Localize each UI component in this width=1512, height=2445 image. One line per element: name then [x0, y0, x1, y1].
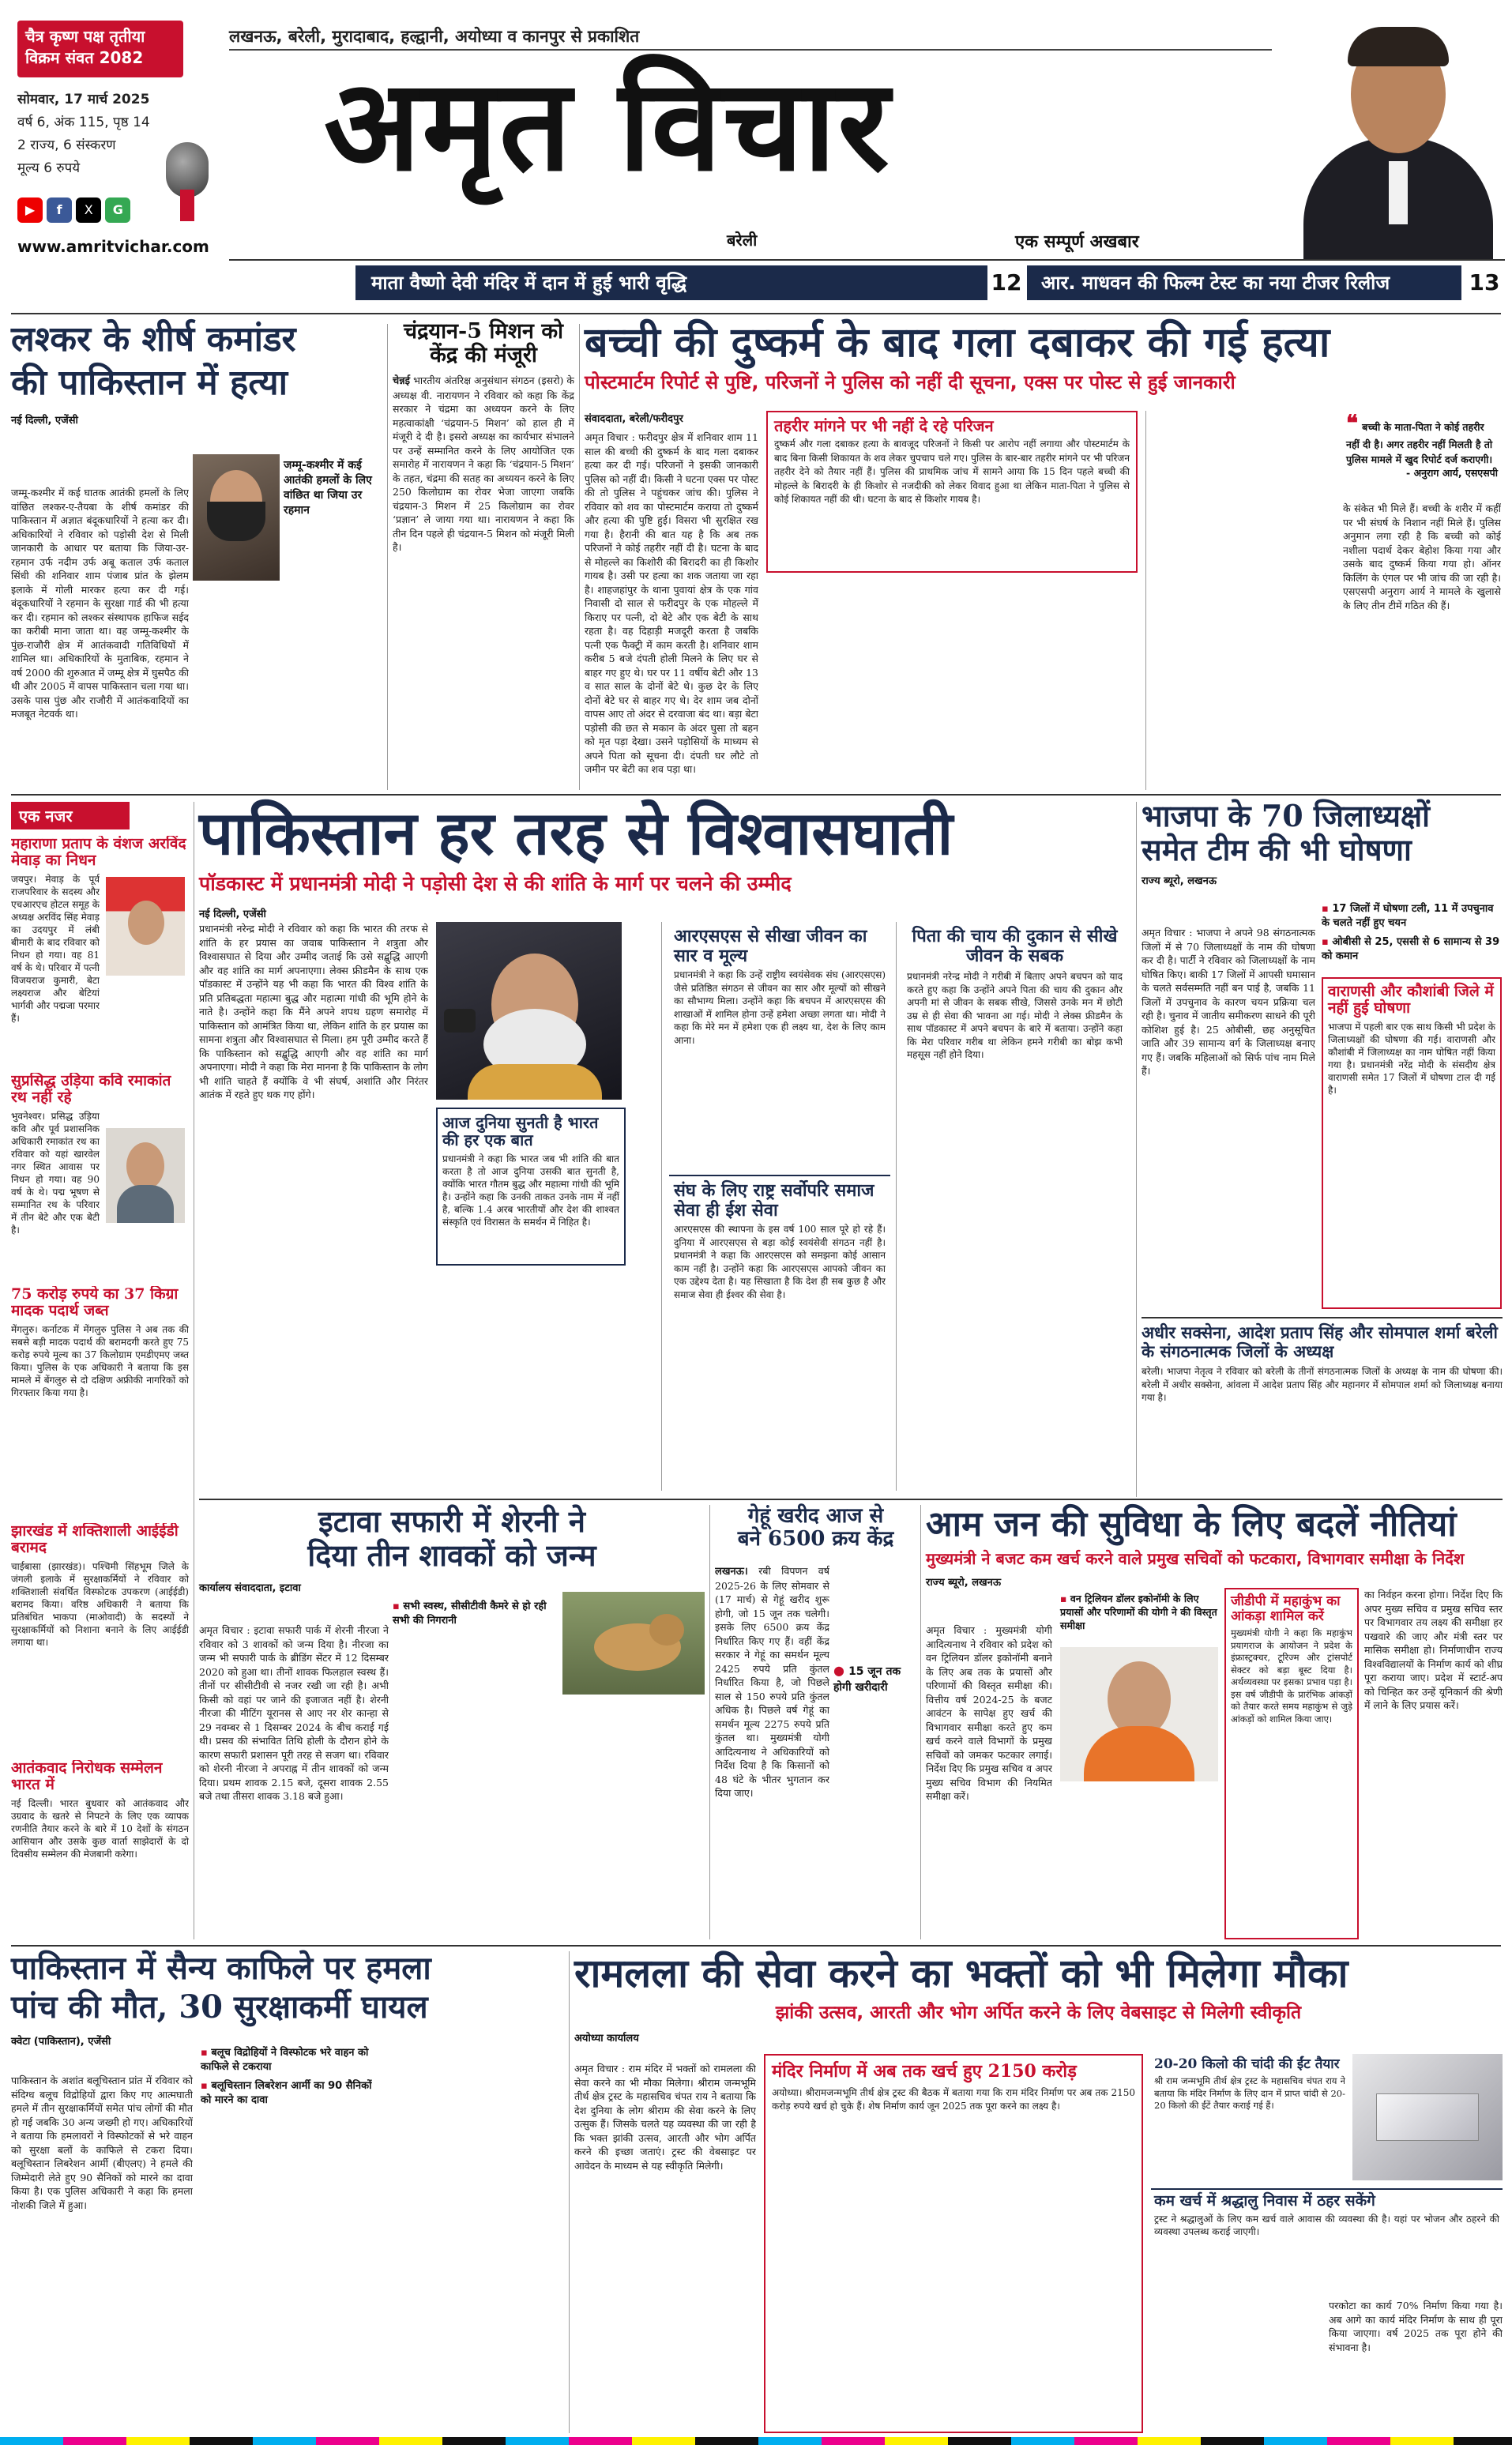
calendar-badge: [17, 21, 183, 77]
wheat-headline-2: बने 6500 क्रय केंद्र: [737, 1527, 894, 1552]
row-rule: [11, 1945, 1501, 1947]
teaser-2-page: 13: [1469, 269, 1500, 295]
wheat-body-cont: [833, 1734, 916, 1939]
convoy-headline-1: पाकिस्तान में सैन्य काफिले पर हमला: [11, 1950, 431, 1987]
sidebar-item-title: झारखंड में शक्तिशाली आईईडी बरामद: [11, 1523, 179, 1557]
ramlalla-body-2: परकोटा का कार्य 70% निर्माण किया गया है। अब आगे का कार्य मंदिर निर्माण के साथ ही पूरा किया जाएगा। वर्ष 2025 तक पूरा होने की संभावना है।: [1329, 2300, 1503, 2353]
lashkar-dateline: नई दिल्ली, एजेंसी: [11, 414, 78, 427]
sidebar-item: [11, 836, 189, 1073]
story-convoy: [11, 1951, 564, 2437]
modi-box-b: [669, 922, 890, 1167]
bjp-dateline: राज्य ब्यूरो, लखनऊ: [1142, 875, 1217, 888]
wheat-dateline: लखनऊ।: [715, 1566, 748, 1578]
modi-body: प्रधानमंत्री नरेन्द्र मोदी ने रविवार को कहा कि भारत की तरफ से शांति के हर प्रयास का जवाब पाकिस्तान ने शत्रुता और विश्वासघात से दिया और उम्मीद जताई कि उसे सद्बुद्धि आएगी और वह शांति का मार्ग अपनाएगा। लेक्स फ्रीडमैन के साथ एक पॉडकास्ट में उन्होंने यह भी कहा कि भारत की विश्व शांति के प्रति प्रतिबद्धता महात्मा बुद्ध और महात्मा गांधी की भूमि होने के नाते है। उन्होंने कहा कि मैंने अपने शपथ ग्रहण समारोह में पाकिस्तान को आमंत्रित किया था, लेकिन शांति के हर प्रयास का सामना शत्रुता और विश्वासघात से मिला। हम पूरी उम्मीद करते हैं कि पाकिस्तान को सद्बुद्धि आएगी और वह शांति का मार्ग अपनाएगा। मोदी ने कहा कि मेरा मानना है कि पाकिस्तान के लोग भी शांति चाहते हैं क्योंकि वे भी संघर्ष, अशांति और निरंतर आतंक में रहते हुए थक गए होंगे।: [199, 923, 428, 1100]
ramlalla-box: [764, 2054, 1143, 2433]
wheat-bullet-text: 15 जून तक होगी खरीदारी: [833, 1665, 901, 1694]
etawah-side-bullet: ▪ सभी स्वस्थ, सीसीटीवी कैमरे से हो रही सभी की निगरानी: [393, 1600, 559, 1628]
modi-box-b-title: आरएसएस से सीखा जीवन का सार व मूल्य: [674, 926, 867, 966]
issue-price: मूल्य 6 रुपये: [17, 160, 81, 176]
yogi-photo: [1060, 1647, 1218, 1781]
yogi-box-title: जीडीपी में महाकुंभ का आंकड़ा शामिल करें: [1231, 1593, 1341, 1625]
bjp-bullets: [1322, 902, 1502, 964]
etawah-body-cont: [397, 1702, 705, 1939]
yogi-dateline: राज्य ब्यूरो, लखनऊ: [926, 1576, 1002, 1589]
story-etawah: [199, 1505, 705, 1943]
modi-subhead: पॉडकास्ट में प्रधानमंत्री मोदी ने पड़ोसी देश से की शांति के मार्ग पर चलने की उम्मीद: [199, 872, 792, 896]
bjp-headline-2: समेत टीम की भी घोषणा: [1142, 831, 1412, 867]
sidebar-item: [11, 1286, 189, 1523]
murder-quote-by: - अनुराग आर्य, एसएसपी: [1406, 467, 1498, 479]
sidebar-item-title: महाराणा प्रताप के वंशज अरविंद मेवाड़ का निधन: [11, 836, 186, 870]
divider: [569, 1951, 570, 2433]
yogi-body: अमृत विचार : मुख्यमंत्री योगी आदित्यनाथ ने रविवार को प्रदेश को वन ट्रिलियन डॉलर इकोनॉमी बनाने के लिए अब तक के प्रयासों और परिणामों की विस्तृत समीक्षा की। वित्तीय वर्ष 2024-25 के बजट आवंटन के सापेक्ष हुए खर्च की विभागवार समीक्षा करते हुए कम खर्च करने वाले विभागों के प्रमुख सचिवों को जमकर फटकार लगाई। निर्देश दिए कि प्रमुख सचिव व अपर मुख्य सचिव विभाग की नियमित समीक्षा करें।: [926, 1624, 1052, 1802]
modi-photo: [436, 922, 622, 1100]
story-lashkar: [11, 320, 382, 794]
divider: [920, 1505, 921, 1939]
story-wheat: [715, 1505, 916, 1943]
sidebar-item-title: 75 करोड़ रुपये का 37 किग्रा मादक पदार्थ जब्त: [11, 1286, 179, 1320]
facebook-icon[interactable]: f: [47, 197, 72, 223]
bjp-box-2: [1142, 1317, 1503, 1492]
ramlalla-body: अमृत विचार : राम मंदिर में भक्तों को रामलला की सेवा करने का भी मौका मिलेगा। श्रीराम जन्मभूमि तीर्थ क्षेत्र ट्रस्ट के महासचिव चंपत राय ने बताया कि देश दुनिया के लोग श्रीराम की सेवा करने के लिए उत्सुक हैं। जिसके चलते यह व्यवस्था की जा रही है कि भक्त झांकी उत्सव, आरती और भोग अर्पित करने की इच्छा जताएं। ट्रस्ट की वेबसाइट पर आवेदन के माध्यम से यह स्वीकृति मिलेगी।: [574, 2063, 756, 2172]
sidebar-item: [11, 1073, 189, 1286]
microphone-icon: [444, 1009, 476, 1033]
bullet-icon: ●: [833, 1663, 844, 1678]
convoy-bullets: [201, 2046, 374, 2108]
lashkar-photo: [193, 454, 280, 581]
sidebar-item-title: सुप्रसिद्ध उड़िया कवि रमाकांत रथ नहीं रहे: [11, 1073, 171, 1107]
issue-number: वर्ष 6, अंक 115, पृष्ठ 14: [17, 115, 150, 130]
row-rule: [199, 1499, 1503, 1500]
sidebar-item-body: मेंगलुरु। कर्नाटक में मेंगलुरु पुलिस ने अब तक की सबसे बड़ी मादक पदार्थ की बरामदगी करते हुए 75 करोड़ रुपये मूल्य का 37 किलोग्राम एमडीएमए जब्त किया। पुलिस के एक अधिकारी ने बताया कि इस मामले में बेंगलुरु से दो दक्षिण अफ्रीकी नागरिकों को गिरफ्तार किया गया है।: [11, 1323, 189, 1398]
sidebar-item-title: आतंकवाद निरोधक सम्मेलन भारत में: [11, 1760, 163, 1794]
modi-body-cont: [436, 1273, 657, 1491]
murder-body-cont: [766, 581, 1138, 794]
modi-headline: पाकिस्तान हर तरह से विश्वासघाती: [199, 798, 953, 868]
modi-box-d-body: आरएसएस की स्थापना के इस वर्ष 100 साल पूरे हो रहे हैं। दुनिया में आरएसएस से बड़ा कोई स्वयंसेवी संगठन नहीं है। प्रधानमंत्री ने कहा कि आरएसएस को समझना कोई आसान काम नहीं है। उन्होंने कहा कि आरएसएस आपको जीवन का एक उद्देश्य देता है। यह सिखाता है कि देश ही सब कुछ है और समाज सेवा ही ईश्वर की सेवा है।: [674, 1224, 886, 1300]
ramlalla-box3-body: ट्रस्ट ने श्रद्धालुओं के लिए कम खर्च वाले आवास की व्यवस्था की है। यहां पर भोजन और ठहरने की व्यवस्था उपलब्ध कराई जाएगी।: [1154, 2214, 1499, 2238]
x-icon[interactable]: X: [76, 197, 101, 223]
divider: [709, 1505, 710, 1939]
divider: [1136, 802, 1137, 1497]
etawah-dateline: कार्यालय संवाददाता, इटावा: [199, 1582, 301, 1595]
ek-nazar-label: एक नजर: [11, 802, 130, 829]
chandrayaan-text: [393, 374, 574, 777]
bjp-bullet: ▪ 17 जिलों में घोषणा टली, 11 में उपचुनाव के चलते नहीं हुए चयन: [1322, 902, 1502, 931]
modi-box-a-title: आज दुनिया सुनती है भारत की हर एक बात: [442, 1113, 599, 1150]
modi-box-c: [902, 922, 1127, 1491]
story-modi: [199, 799, 1131, 1495]
sidebar-item-body: नई दिल्ली। भारत बुधवार को आतंकवाद और उग्रवाद के खतरे से निपटने के लिए एक व्यापक रणनीति तैयार करने के बारे में 10 देशों के संगठन आसियान और उसके कुछ वार्ता साझेदारों के दो दिवसीय सम्मेलन की मेजबानी करेगा।: [11, 1797, 189, 1860]
yogi-box: [1224, 1588, 1359, 1939]
murder-quote: बच्ची के माता-पिता ने कोई तहरीर नहीं दी है। अगर तहरीर नहीं मिलती है तो पुलिस मामले में खुद रिपोर्ट दर्ज कराएगी।: [1346, 421, 1493, 465]
lioness-photo: [562, 1592, 705, 1695]
issue-editions: 2 राज्य, 6 संस्करण: [17, 137, 116, 153]
murder-quote-box: [1343, 407, 1501, 490]
lashkar-caption: जम्मू-कश्मीर में कई आतंकी हमलों के लिए वांछित था जिया उर रहमान: [284, 459, 372, 517]
celebrity-photo: [1272, 11, 1503, 268]
bjp-box2-title: अधीर सक्सेना, आदेश प्रताप सिंह और सोमपाल शर्मा बरेली के संगठनात्मक जिलों के अध्यक्ष: [1142, 1322, 1498, 1361]
microphone-logo: [142, 134, 229, 221]
story-chandrayaan: [393, 320, 574, 794]
divider: [1145, 411, 1146, 790]
divider: [661, 922, 662, 1491]
row-rule: [11, 794, 1501, 796]
ramlalla-box2-body: श्री राम जन्मभूमि तीर्थ क्षेत्र ट्रस्ट के महासचिव चंपत राय ने बताया कि मंदिर निर्माण के लिए दान में प्राप्त चांदी से 20-20 किलो की ईंटें तैयार कराई गई हैं।: [1154, 2075, 1345, 2112]
story-yogi: [926, 1505, 1503, 1943]
lashkar-headline-1: लश्कर के शीर्ष कमांडर: [11, 319, 296, 359]
modi-box-a: [436, 1108, 626, 1266]
ramlalla-body-cont: [1151, 2299, 1321, 2433]
yogi-bullet: ▪ वन ट्रिलियन डॉलर इकोनॉमी के लिए प्रयासों और परिणामों की योगी ने की विस्तृत समीक्षा: [1060, 1592, 1218, 1632]
story-ramlalla: [574, 1951, 1503, 2437]
chandrayaan-headline: चंद्रयान-5 मिशन को केंद्र की मंजूरी: [403, 319, 564, 368]
ramlalla-box-body: अयोध्या। श्रीरामजन्मभूमि तीर्थ क्षेत्र ट्रस्ट की बैठक में बताया गया कि राम मंदिर निर्माण पर अब तक 2150 करोड़ रुपये खर्च हो चुके हैं। शेष निर्माण कार्य जून 2025 तक पूरा करने का लक्ष्य है।: [772, 2086, 1135, 2112]
lashkar-headline-2: की पाकिस्तान में हत्या: [11, 363, 288, 404]
convoy-bullet: ▪ बलूच विद्रोहियों ने विस्फोटक भरे वाहन को काफिले से टकराया: [201, 2046, 374, 2074]
bjp-sub-box: [1322, 977, 1502, 1309]
teaser-bar: [229, 259, 1505, 303]
sidebar-item-body: चाईबासा (झारखंड)। पश्चिमी सिंहभूम जिले के जंगली इलाके में सुरक्षाकर्मियों ने रविवार को शक्तिशाली संवर्धित विस्फोटक उपकरण (आईईडी) बरामद किया। वरिष्ठ अधिकारी ने बताया कि प्रतिबंधित भाकपा (माओवादी) के सदस्यों ने सुरक्षाकर्मियों को निशाना बनाने के लिए आईईडी लगाया था।: [11, 1560, 189, 1648]
yogi-body-cont: [1060, 1789, 1218, 1939]
sidebar-item-body: जयपुर। मेवाड़ के पूर्व राजपरिवार के सदस्य और एचआरएच होटल समूह के अध्यक्ष अरविंद सिंह मेवाड़ का उदयपुर में लंबी बीमारी के बाद रविवार को निधन हो गया। वह 81 वर्ष के थे। परिवार में पत्नी विजयराज कुमारी, बेटा लक्ष्यराज और बेटियां भार्गवी और पद्मजा परमार हैं।: [11, 873, 100, 1024]
yogi-box-body: मुख्यमंत्री योगी ने कहा कि महाकुंभ प्रयागराज के आयोजन ने प्रदेश के इंफ्रास्ट्रक्चर, टूरिज्म और ट्रांसपोर्ट सेक्टर को बड़ा बूस्ट दिया है। अर्थव्यवस्था पर इसका प्रभाव पड़ा है। इस वर्ष जीडीपी के प्रारंभिक आंकड़ों को तैयार करते समय महाकुंभ से जुड़े आंकड़ों को शामिल किया जाए।: [1231, 1627, 1352, 1725]
modi-dateline: नई दिल्ली, एजेंसी: [199, 908, 266, 921]
ramlalla-box-3: [1151, 2188, 1503, 2291]
google-icon[interactable]: G: [105, 197, 130, 223]
mewar-photo: [106, 877, 185, 976]
murder-dateline: संवाददाता, बरेली/फरीदपुर: [585, 413, 683, 425]
masthead-rule: [11, 313, 1501, 314]
sidebar-item-body: भुवनेश्वर। प्रसिद्ध उड़िया कवि और पूर्व प्रशासनिक अधिकारी रमाकांत रथ का रविवार को यहां खारवेल नगर स्थित आवास पर निधन हो गया। वह 90 वर्ष के थे। पद्म भूषण से सम्मानित रथ के परिवार में तीन बेटे और एक बेटी है।: [11, 1110, 100, 1236]
ramlalla-box3-title: कम खर्च में श्रद्धालु निवास में ठहर सकेंगे: [1154, 2192, 1375, 2210]
bjp-headline-1: भाजपा के 70 जिलाध्यक्षों: [1142, 798, 1430, 833]
calendar-line1: चैत्र कृष्ण पक्ष तृतीया: [25, 27, 145, 46]
modi-box-c-title: पिता की चाय की दुकान से सीखे जीवन के सबक: [912, 926, 1118, 966]
convoy-headline-2: पांच की मौत, 30 सुरक्षाकर्मी घायल: [11, 1988, 428, 2026]
murder-body: अमृत विचार : फरीदपुर क्षेत्र में शनिवार शाम 11 साल की बच्ची की दुष्कर्म के बाद गला दबाकर हत्या कर दी गई। परिजनों ने इसकी जानकारी पुलिस को नहीं दी। किसी ने घटना एक्स पर पोस्ट की तो पुलिस ने पहुंचकर जांच की। पुलिस ने रविवार को शव का पोस्टमार्टम कराया तो दुष्कर्म और हत्या की पुष्टि हुई। विसरा भी सुरक्षित रख गया है। हैरानी की बात यह है कि अब तक परिजनों ने कोई तहरीर नहीं दी है। घटना के बाद से मोहल्ले का किशोरी की बिरादरी का ही किशोर गायब है। उसी पर हत्या का शक जताया जा रहा है। शाहजहांपुर के थाना पुवायां क्षेत्र के एक गांव निवासी दो साल से फरीदपुर के एक मोहल्ले में किराए पर पत्नी, दो बेटे और एक बेटी के साथ रहता है। वह दिहाड़ी मजदूरी करता है जबकि पत्नी एक फैक्ट्री में काम करती है। शनिवार शाम करीब 5 बजे दंपती होली मिलने के लिए घर से बाहर गए हुए थे। घर पर 11 वर्षीय बेटी और 13 व सात साल के दोनों बेटे थे। कुछ देर के लिए दोनों बेटे घर से बाहर गए थे। देर शाम जब दोनों वापस आए तो अंदर से दरवाजा बंद था। बड़ा बेटा पड़ोसी की छत से मकान के अंदर घुसा तो बहन को मृत पड़ा देखा। उसने पड़ोसियों के माध्यम से अपने पिता को सूचना दी। दंपती घर लौटे तो जमीन पर बेटी का शव पड़ा था।: [585, 431, 758, 775]
calendar-line2: विक्रम संवत 2082: [25, 48, 144, 67]
modi-box-b-body: प्रधानमंत्री ने कहा कि उन्हें राष्ट्रीय स्वयंसेवक संघ (आरएसएस) जैसे प्रतिष्ठित संगठन से जीवन का सार और मूल्यों को सीखने का सौभाग्य मिला। उन्होंने कहा कि बचपन में आरएसएस की शाखाओं में शामिल होना उन्हें हमेशा अच्छा लगता था। मोदी ने कहा कि मेरे मन में हमेशा एक ही लक्ष्य था, देश के लिए काम आना।: [674, 969, 886, 1046]
newspaper-title: अमृत विचार: [324, 51, 891, 199]
murder-subhead: पोस्टमार्टम रिपोर्ट से पुष्टि, परिजनों ने पुलिस को नहीं दी सूचना, एक्स पर पोस्ट से हुई जानकारी: [585, 371, 1236, 394]
murder-body-2: के संकेत भी मिले हैं। बच्ची के शरीर में कहीं पर भी संघर्ष के निशान नहीं मिले हैं। पुलिस अनुमान लगा रही है कि बच्ची को कोई नशीला पदार्थ देकर बेहोश किया गया और उसके बाद दुष्कर्म किया गया हो। ऑनर किलिंग के एंगल पर भी जांच की जा रही है। एसएसपी अनुराग आर्य ने मामले के खुलासे के लिए तीन टीमें गठित की हैं।: [1343, 502, 1501, 611]
bjp-sub-title: वाराणसी और कौशांबी जिले में नहीं हुई घोषणा: [1328, 983, 1494, 1017]
sidebar-ek-nazar: [11, 802, 189, 1943]
murder-box-title: तहरीर मांगने पर भी नहीं दे रहे परिजन: [774, 416, 994, 435]
lashkar-body: जम्मू-कश्मीर में कई घातक आतंकी हमलों के लिए वांछित लश्कर-ए-तैयबा के शीर्ष कमांडर की पाकिस्तान में अज्ञात बंदूकधारियों ने हत्या कर दी। अधिकारियों ने रविवार को पड़ोसी देश से मिली जानकारी के आधार पर बताया कि जिया-उर-रहमान उर्फ नदीम उर्फ अबू कताल उर्फ कताल सिंधी की शनिवार शाम पंजाब प्रांत के झेलम इलाके में गोली मारकर हत्या कर दी गई। बंदूकधारियों ने रहमान के सुरक्षा गार्ड की भी हत्या कर दी। रहमान को लश्कर संस्थापक हाफिज सईद का करीबी माना जाता था। वह जम्मू-कश्मीर के पुंछ-राजौरी क्षेत्र में आतंकवादी गतिविधियों में शामिल था। अधिकारियों के मुताबिक, रहमान ने वर्ष 2000 की शुरुआत में जम्मू क्षेत्र में घुसपैठ की थी और 2005 में वापस पाकिस्तान चला गया था। उसके पास पुंछ और राजौरी में आतंकवादियों का मजबूत नेटवर्क था।: [11, 487, 189, 720]
publication-cities: लखनऊ, बरेली, मुरादाबाद, हल्द्वानी, अयोध्या व कानपुर से प्रकाशित: [229, 27, 640, 46]
wheat-bullet: [833, 1663, 912, 1695]
bjp-box2-body: बरेली। भाजपा नेतृत्व ने रविवार को बरेली के तीनों संगठनात्मक जिलों के अध्यक्ष के नाम की घोषणा की। बरेली में अधीर सक्सेना, आंवला में आदेश प्रताप सिंह और महानगर में सोमपाल शर्मा को जिलाध्यक्ष बनाया गया है।: [1142, 1366, 1503, 1404]
edition-city: बरेली: [727, 231, 758, 250]
convoy-body: पाकिस्तान के अशांत बलूचिस्तान प्रांत में रविवार को संदिग्ध बलूच विद्रोहियों द्वारा किए गए आत्मघाती हमले में तीन सुरक्षाकर्मियों समेत पांच लोगों की मौत हो गई जबकि 30 अन्य जख्मी हो गए। अधिकारियों ने बताया कि हमलावरों ने विस्फोटकों से भरे वाहन को सुरक्षा बलों के काफिले से टकरा दिया। बलूचिस्तान लिबरेशन आर्मी (बीएलए) ने हमले की जिम्मेदारी लेते हुए 90 सैनिकों को मारने का दावा किया है। एक पुलिस अधिकारी ने कहा कि हमला नोशकी जिले में हुआ।: [11, 2074, 193, 2211]
wheat-body: रबी विपणन वर्ष 2025-26 के लिए सोमवार से (17 मार्च) से गेहूं खरीद शुरू होगी, जो 15 जून तक चलेगी। इसके लिए 6500 क्रय केंद्र निर्धारित किए गए हैं। वहीं केंद्र सरकार ने गेहूं का समर्थन मूल्य 2425 रुपये प्रति कुंतल निर्धारित किया है, जो पिछले साल से 150 रुपये प्रति कुंतल अधिक है। पिछले वर्ष गेहूं का समर्थन मूल्य 2275 रुपये प्रति कुंतल था। मुख्यमंत्री योगी आदित्यनाथ ने अधिकारियों को निर्देश दिया है कि किसानों को 48 घंटे के भीतर भुगतान कर दिया जाए।: [715, 1565, 829, 1799]
murder-box-body: दुष्कर्म और गला दबाकर हत्या के बावजूद परिजनों ने किसी पर आरोप नहीं लगाया और पोस्टमार्टम के बाद बिना किसी शिकायत के शव लेकर चुपचाप चले गए। पुलिस के बार-बार तहरीर मांगने पर भी परिजन तहरीर देने को तैयार नहीं हैं। पुलिस की प्राथमिक जांच में सामने आया कि 15 दिन पहले बच्ची की मोहल्ले के बिरादरी के ही किशोर से नजदीकी को लेकर विवाद हुआ था लेकिन माता-पिता ने पुलिस से कोई शिकायत नहीं की थी। घटना के बाद से किशोर गायब है।: [774, 438, 1130, 506]
divider: [387, 324, 388, 790]
yogi-body-2: का निर्वहन करना होगा। निर्देश दिए कि अपर मुख्य सचिव व प्रमुख सचिव स्तर पर विभागवार तय लक्ष्य की समीक्षा हर पखवारे की जाए और मंत्री स्तर पर मासिक समीक्षा हो। निर्माणाधीन राज्य विश्वविद्यालयों के निर्माण कार्य को शीघ्र पूरा कराया जाए। प्रदेश में स्टार्ट-अप को चिन्हित कर उन्हें यूनिकार्न की श्रेणी में लाने के लिए प्रयास करें।: [1364, 1589, 1503, 1711]
murder-box: [766, 411, 1138, 573]
yogi-subhead: मुख्यमंत्री ने बजट कम खर्च करने वाले प्रमुख सचिवों को फटकारा, विभागवार समीक्षा के निर्देश: [926, 1549, 1465, 1569]
etawah-headline-1: इटावा सफारी में शेरनी ने: [318, 1503, 585, 1539]
teaser-1[interactable]: माता वैष्णो देवी मंदिर में दान में हुई भारी वृद्धि: [355, 265, 987, 300]
ramlalla-dateline: अयोध्या कार्यालय: [574, 2032, 639, 2044]
wheat-headline-1: गेहूं खरीद आज से: [747, 1504, 884, 1528]
divider: [579, 324, 580, 790]
modi-box-d: [669, 1175, 890, 1491]
convoy-bullet: ▪ बलूचिस्तान लिबरेशन आर्मी का 90 सैनिकों को मारने का दावा: [201, 2079, 374, 2108]
convoy-dateline: क्वेटा (पाकिस्तान), एजेंसी: [11, 2035, 111, 2048]
wheat-text: [715, 1564, 829, 1939]
teaser-1-page: 12: [991, 269, 1022, 295]
issue-date: सोमवार, 17 मार्च 2025: [17, 92, 150, 107]
website-link[interactable]: www.amritvichar.com: [17, 237, 209, 256]
masthead: [0, 0, 1512, 316]
modi-box-c-body: प्रधानमंत्री नरेन्द्र मोदी ने गरीबी में बिताए अपने बचपन को याद करते हुए कहा कि उन्होंने अपने पिता की चाय की दुकान और अपनी मां से जीवन के सबक सीखे, जिससे उनके मन में छोटी उम्र से ही सेवा की भावना आ गई। मोदी ने लेक्स फ्रीडमैन के साथ पॉडकास्ट में अपने बचपन के बारे में बताया। उन्होंने कहा कि मेरा परिवार गरीब था लेकिन हमने गरीबी का बोझ कभी महसूस नहीं होने दिया।: [907, 971, 1123, 1061]
modi-box-a-body: प्रधानमंत्री ने कहा कि भारत जब भी शांति की बात करता है तो आज दुनिया उसकी बात सुनती है, क्योंकि भारत गौतम बुद्ध और महात्मा गांधी की भूमि है। उन्होंने कहा कि उनकी ताकत उनके नाम में नहीं है, बल्कि 1.4 अरब भारतीयों और देश की शाश्वत संस्कृति एवं विरासत के समर्थन में निहित है।: [442, 1153, 619, 1228]
bjp-bullet: ▪ ओबीसी से 25, एससी से 6 सामान्य से 39 को कमान: [1322, 935, 1502, 964]
youtube-icon[interactable]: ▶: [17, 197, 43, 223]
divider: [896, 922, 897, 1491]
teaser-2[interactable]: आर. माधवन की फिल्म टेस्ट का नया टीजर रिलीज: [1027, 265, 1461, 300]
social-icons: [17, 197, 130, 226]
yogi-headline: आम जन की सुविधा के लिए बदलें नीतियां: [926, 1504, 1457, 1544]
ramlalla-box-2: [1151, 2054, 1348, 2180]
quote-mark-icon: ❝: [1346, 410, 1359, 436]
sidebar-item: [11, 1523, 189, 1760]
story-bjp: [1142, 799, 1503, 1495]
ramlalla-subhead: झांकी उत्सव, आरती और भोग अर्पित करने के लिए वेबसाइट से मिलेगी स्वीकृति: [775, 2003, 1302, 2023]
lashkar-body-cont: [197, 589, 382, 794]
etawah-headline-2: दिया तीन शावकों को जन्म: [307, 1537, 596, 1573]
bjp-sub-body: भाजपा में पहली बार एक साथ किसी भी प्रदेश के जिलाध्यक्षों की घोषणा की गई। वाराणसी और कौशांबी में जिलाध्यक्ष का नाम घोषित नहीं किया गया है। प्रधानमंत्री नरेंद्र मोदी के संसदीय क्षेत्र वाराणसी समेत 17 जिलों में घोषणा टाल दी गई है।: [1328, 1021, 1495, 1096]
color-registration-bar: [0, 2437, 1512, 2445]
modi-box-d-title: संघ के लिए राष्ट्र सर्वोपरि समाज सेवा ही ईश सेवा: [674, 1180, 874, 1221]
ramlalla-box-title: मंदिर निर्माण में अब तक खर्च हुए 2150 करोड़: [772, 2061, 1077, 2082]
bjp-body: अमृत विचार : भाजपा ने अपने 98 संगठनात्मक जिलों में से 70 जिलाध्यक्षों के नाम की घोषणा कर दी है। पार्टी ने रविवार को जिलाध्यक्षों के नाम घोषित किए। बाकी 17 जिलों में आपसी घमासान के चलते सर्वसम्मति नहीं बन पाई है, जबकि 11 जिलों में उपचुनाव के कारण चयन प्रक्रिया चल रही है। चुनाव में जातीय समीकरण साधने की पूरी कोशिश हुई है। 25 ओबीसी, छह अनुसूचित जाति और 39 सामान्य वर्ग के जिलाध्यक्ष बनाए गए हैं। जबकि महिलाओं को सिर्फ पांच नाम मिले हैं।: [1142, 927, 1315, 1077]
silver-brick-photo: [1352, 2054, 1503, 2180]
sidebar-item: [11, 1760, 189, 1942]
murder-headline: बच्ची की दुष्कर्म के बाद गला दबाकर की गई हत्या: [585, 318, 1330, 367]
rath-photo: [106, 1128, 185, 1223]
murder-body-3: [1153, 411, 1335, 790]
ramlalla-headline: रामलला की सेवा करने का भक्तों को भी मिलेगा मौका: [574, 1950, 1348, 1996]
convoy-body-cont-2: [382, 2046, 564, 2433]
chandrayaan-body: भारतीय अंतरिक्ष अनुसंधान संगठन (इसरो) के अध्यक्ष वी. नारायणन ने रविवार को कहा कि केंद्र सरकार ने चंद्रमा का अध्ययन करने के लिए महत्वाकांक्षी ‘चंद्रयान-5 मिशन’ को हाल ही में मंजूरी दे दी है। इसरो अध्यक्ष का कार्यभार संभालने पर उन्हें सम्मानित करने के लिए आयोजित एक समारोह में नारायणन ने कहा कि ‘चंद्रयान-5 मिशन’ के तहत, चंद्रमा की सतह का अध्ययन करने के लिए 250 किलोग्राम का रोवर भेजा जाएगा जबकि चंद्रयान-3 मिशन में 25 किलोग्राम का रोवर ‘प्रज्ञान’ ले जाया गया था। नारायणन ने कहा कि तीन दिन पहले ही चंद्रयान-5 मिशन को मंजूरी मिली है।: [393, 374, 574, 554]
etawah-body: अमृत विचार : इटावा सफारी पार्क में शेरनी नीरजा ने रविवार को 3 शावकों को जन्म दिया है। नीरजा का जन्म भी सफारी पार्क के ब्रीडिंग सेंटर में 12 दिसम्बर 2020 को हुआ था। तीनों शावक फिलहाल स्वस्थ हैं। तीनों पर सीसीटीवी से नजर रखी जा रही है। अभी किसी को वहां पर जाने की इजाजत नहीं है। शेरनी नीरजा की मीटिंग यूरानस से आए नर शेर कान्हा से 29 नवम्बर से 1 दिसम्बर 2024 के बीच कराई गई थी। प्रसव की संभावित तिथि होली के दौरान होने के कारण सफारी प्रशासन पूरी तरह से सजग था। रविवार को शेरनी नीरजा ने अपराह्न में तीन शावकों को जन्म दिया। प्रथम शावक 2.15 बजे, दूसरा शावक 2.55 बजे तथा तीसरा शावक 3.18 बजे हुआ।: [199, 1624, 389, 1802]
chandrayaan-dateline: चेन्नई: [393, 375, 411, 388]
story-murder: [585, 320, 1503, 794]
ramlalla-box2-title: 20-20 किलो की चांदी की ईंट तैयार: [1154, 2056, 1340, 2072]
tagline: एक सम्पूर्ण अखबार: [1015, 232, 1139, 252]
convoy-body-cont: [201, 2125, 374, 2433]
